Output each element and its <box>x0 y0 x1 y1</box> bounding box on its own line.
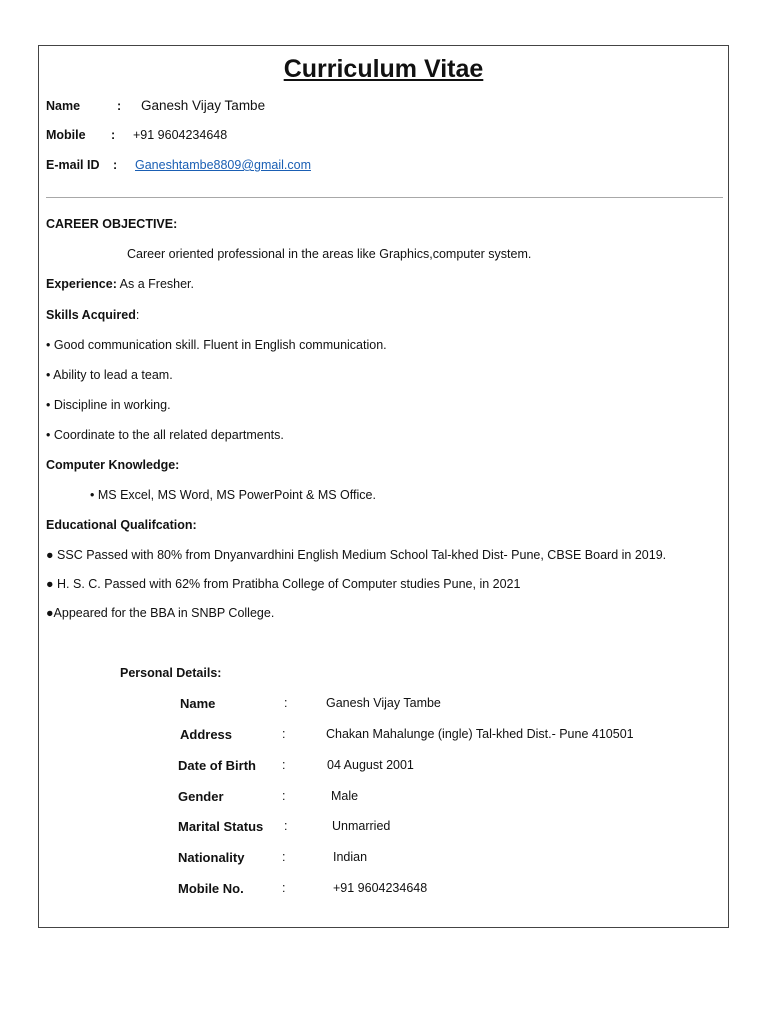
experience-value: As a Fresher. <box>119 277 195 291</box>
personal-value-nationality: Indian <box>333 850 368 864</box>
contact-mobile-label: Mobile <box>46 128 86 142</box>
education-heading: Educational Qualifcation: <box>46 518 197 532</box>
personal-value-address: Chakan Mahalunge (ingle) Tal-khed Dist.- Pune 410501 <box>326 727 634 741</box>
skills-heading: Skills Acquired <box>46 308 136 322</box>
personal-value-name: Ganesh Vijay Tambe <box>326 696 441 710</box>
personal-colon: : <box>284 819 288 833</box>
personal-value-marital: Unmarried <box>332 819 391 833</box>
education-item: ●Appeared for the BBA in SNBP College. <box>46 606 275 620</box>
contact-name-label: Name <box>46 99 81 113</box>
personal-label-name: Name <box>180 696 216 711</box>
skill-item: • Ability to lead a team. <box>46 368 173 382</box>
email-link[interactable]: Ganeshtambe8809@gmail.com <box>135 158 311 172</box>
skill-item: • Coordinate to the all related departments. <box>46 428 284 442</box>
experience-label: Experience: <box>46 277 117 291</box>
personal-label-nationality: Nationality <box>178 850 245 865</box>
personal-label-address: Address <box>180 727 233 742</box>
personal-colon: : <box>282 850 286 864</box>
personal-label-gender: Gender <box>178 789 224 804</box>
skill-item: • Discipline in working. <box>46 398 171 412</box>
section-divider <box>46 197 723 198</box>
computer-item: • MS Excel, MS Word, MS PowerPoint & MS Office. <box>90 488 376 502</box>
education-item: ● SSC Passed with 80% from Dnyanvardhini English Medium School Tal-khed Dist- Pune, CBSE Board in 2019. <box>46 548 667 562</box>
personal-colon: : <box>282 881 286 895</box>
contact-name-value: Ganesh Vijay Tambe <box>141 98 266 113</box>
skills-heading-line <box>46 308 139 323</box>
personal-value-dob: 04 August 2001 <box>327 758 414 772</box>
contact-email-colon: : <box>113 158 118 172</box>
education-item: ● H. S. C. Passed with 62% from Pratibha College of Computer studies Pune, in 2021 <box>46 577 521 591</box>
personal-value-gender: Male <box>331 789 359 803</box>
personal-colon: : <box>284 696 288 710</box>
personal-colon: : <box>282 789 286 803</box>
contact-mobile-value: +91 9604234648 <box>133 128 228 142</box>
personal-value-mobile: +91 9604234648 <box>333 881 428 895</box>
skills-heading-colon: : <box>135 308 140 322</box>
cv-page <box>38 45 729 928</box>
personal-colon: : <box>282 758 286 772</box>
contact-email-label: E-mail ID <box>46 158 100 172</box>
page-title: Curriculum Vitae <box>283 55 484 83</box>
personal-label-marital: Marital Status <box>178 819 264 834</box>
career-text: Career oriented professional in the areas like Graphics,computer system. <box>127 247 532 261</box>
experience-line <box>46 277 194 292</box>
skill-item: • Good communication skill. Fluent in English communication. <box>46 338 387 352</box>
personal-label-mobile: Mobile No. <box>178 881 244 896</box>
personal-heading: Personal Details: <box>120 666 222 680</box>
personal-label-dob: Date of Birth <box>178 758 256 773</box>
contact-name-colon: : <box>117 99 122 113</box>
computer-heading: Computer Knowledge: <box>46 458 180 472</box>
contact-mobile-colon: : <box>111 128 116 142</box>
personal-colon: : <box>282 727 286 741</box>
career-heading: CAREER OBJECTIVE: <box>46 217 178 231</box>
